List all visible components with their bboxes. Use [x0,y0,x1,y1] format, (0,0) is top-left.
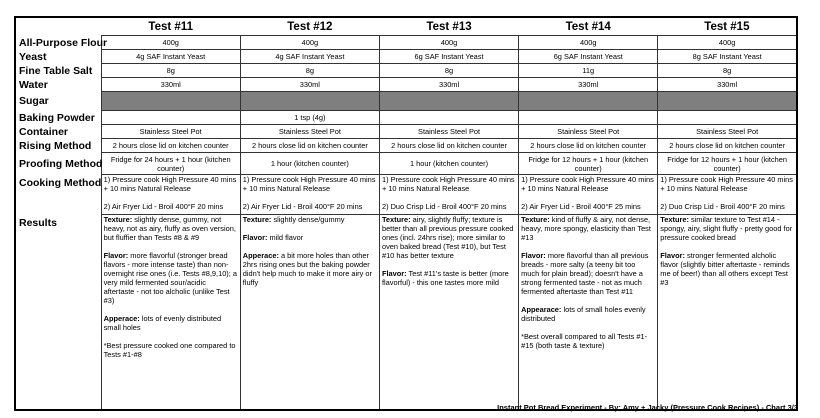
table-cell: 6g SAF Instant Yeast [519,50,658,64]
table-cell [240,92,379,111]
test-header: Test #13 [426,20,472,33]
cooking-step: 2) Air Fryer Lid - Broil 400°F 20 mins [103,202,224,211]
result-paragraph [660,251,794,287]
result-text: more flavorful than all previous breads - more salty (a teeny bit too much for plain bread); doesn't have a strong fermented taste - not as much fermented aftertaste than Test #11 [521,251,649,296]
table-cell: 1 hour (kitchen counter) [379,153,518,175]
table-cell: Fridge for 12 hours + 1 hour (kitchen counter) [519,153,658,175]
table-cell [658,92,797,111]
results-cell [658,215,797,410]
row-label: All-Purpose Flour [19,36,108,49]
row-label: Proofing Method [19,157,103,170]
result-text: kind of fluffy & airy, not dense, heavy, more spongy, elasticity than Test #13 [521,215,651,242]
rising-method-row [15,139,797,153]
bread-experiment-table [14,16,798,411]
row-label: Container [19,125,69,138]
table-cell: 8g SAF Instant Yeast [658,50,797,64]
table-cell: Stainless Steel Pot [240,125,379,139]
table-cell: 330ml [658,78,797,92]
result-key: Flavor: [521,251,546,260]
results-cell [101,215,240,410]
results-cell [379,215,518,410]
result-paragraph [382,215,516,260]
cooking-cell [101,175,240,215]
proofing-method-row [15,153,797,175]
container-row [15,125,797,139]
result-paragraph [243,233,377,242]
result-key: Flavor: [381,269,407,278]
result-text: slightly dense, gummy, not heavy, not as airy, fluffy as oven version, but fluffier than Tests #8 & #9 [103,215,236,242]
table-cell: 4g SAF Instant Yeast [101,50,240,64]
cooking-step: 2) Duo Crisp Lid - Broil 400°F 20 mins [381,202,507,211]
table-cell: 6g SAF Instant Yeast [379,50,518,64]
result-text: slightly dense/gummy [271,215,345,224]
result-paragraph [243,251,377,287]
result-key: Texture: [381,215,411,224]
results-cell [240,215,379,410]
table-cell: 2 hours close lid on kitchen counter [240,139,379,153]
table-cell [658,111,797,125]
cooking-step: 1) Pressure cook High Pressure 40 mins + 10 mins Natural Release [660,175,793,193]
result-text: *Best overall compared to all Tests #1-#15 (both taste & texture) [521,332,648,350]
table-cell: 400g [101,36,240,50]
cooking-method-row [15,175,797,215]
cooking-step: 2) Duo Crisp Lid - Broil 400°F 20 mins [660,202,785,211]
result-paragraph [104,251,238,305]
table-cell: 330ml [519,78,658,92]
header-corner [15,17,101,36]
result-paragraph [521,332,655,350]
table-cell: Stainless Steel Pot [379,125,518,139]
table-cell: 400g [240,36,379,50]
table-cell: 11g [519,64,658,78]
test-header: Test #15 [704,20,750,33]
result-key: Appearace: [521,305,562,314]
result-key: Apperace: [103,314,140,323]
table-cell: 1 tsp (4g) [240,111,379,125]
result-text: Test #11's taste is better (more flavorful) - this one tastes more mild [381,269,509,287]
table-cell: 400g [519,36,658,50]
table-cell: Fridge for 24 hours + 1 hour (kitchen counter) [101,153,240,175]
table-cell: 4g SAF Instant Yeast [240,50,379,64]
row-label: Baking Powder [19,111,95,124]
result-key: Flavor: [103,251,129,260]
cooking-step: 1) Pressure cook High Pressure 40 mins + 10 mins Natural Release [381,175,515,193]
table-cell: 400g [658,36,797,50]
result-paragraph [243,215,377,224]
table-cell: 2 hours close lid on kitchen counter [379,139,518,153]
table-cell: Fridge for 12 hours + 1 hour (kitchen counter) [658,153,797,175]
table-cell: 2 hours close lid on kitchen counter [658,139,797,153]
row-label: Yeast [19,50,47,63]
result-text: a bit more holes than other 2hrs rising ones but the baking powder didn't help much to make it more airy or fluffy [242,251,372,287]
table-cell: 400g [379,36,518,50]
header-row [15,17,797,36]
table-cell [101,111,240,125]
table-cell: Stainless Steel Pot [519,125,658,139]
result-text: airy, slightly fluffy; texture is better than all previous pressure cooked ones (incl. 24hrs rise); more similar to oven baked bread (Test #10), but Test #10 has better texture [381,215,514,260]
result-text: mild flavor [267,233,304,242]
result-paragraph [104,215,238,242]
table-cell: 2 hours close lid on kitchen counter [101,139,240,153]
table-cell: 1 hour (kitchen counter) [240,153,379,175]
flour-row [15,36,797,50]
table-cell: Stainless Steel Pot [658,125,797,139]
cooking-cell [379,175,518,215]
cooking-step: 1) Pressure cook High Pressure 40 mins + 10 mins Natural Release [521,175,654,193]
table-cell: 330ml [101,78,240,92]
row-label: Sugar [19,95,49,107]
baking-powder-row [15,111,797,125]
row-label: Results [19,216,57,229]
cooking-cell [519,175,658,215]
result-paragraph [382,269,516,287]
salt-row [15,64,797,78]
table-cell [519,111,658,125]
cooking-step: 1) Pressure cook High Pressure 40 mins + 10 mins Natural Release [103,175,237,193]
result-paragraph [521,251,655,296]
table-cell: 330ml [240,78,379,92]
cooking-cell [658,175,797,215]
result-key: Texture: [103,215,133,224]
test-header: Test #11 [148,20,193,33]
cooking-step: 2) Air Fryer Lid - Broil 400°F 25 mins [521,202,641,211]
table-cell: 330ml [379,78,518,92]
result-key: Apperace: [242,251,279,260]
chart-footer: Instant Pot Bread Experiment - By: Amy + Jacky (Pressure Cook Recipes) - Chart 3/3 [497,403,798,412]
test-header: Test #14 [565,20,611,33]
result-paragraph [104,341,238,359]
result-key: Texture: [242,215,272,224]
row-label: Rising Method [19,139,92,152]
results-cell [519,215,658,410]
table-cell [379,92,518,111]
result-paragraph [521,215,655,242]
table-cell: 8g [379,64,518,78]
table-cell: 8g [101,64,240,78]
result-text: more flavorful (stronger bread flavors - more intense taste) than non-overnight rise ones (i.e. Tests #8,9,10); a very mild fermented sour/acidic aftertaste - not too alcholic (unlike Test #3) [103,251,237,305]
yeast-row [15,50,797,64]
sugar-row [15,92,797,111]
row-label: Fine Table Salt [19,64,93,77]
table-cell: 8g [658,64,797,78]
result-key: Texture: [521,215,550,224]
table-cell [379,111,518,125]
results-row [15,215,797,410]
table-cell [519,92,658,111]
table-cell: Stainless Steel Pot [101,125,240,139]
cooking-cell [240,175,379,215]
row-label: Water [19,78,48,91]
cooking-step: 1) Pressure cook High Pressure 40 mins + 10 mins Natural Release [242,175,376,193]
result-text: lots of evenly distributed small holes [103,314,222,332]
result-text: lots of small holes evenly distributed [521,305,646,323]
cooking-step: 2) Air Fryer Lid - Broil 400°F 20 mins [242,202,363,211]
table-body [15,36,797,410]
result-paragraph [660,215,794,242]
table-cell [101,92,240,111]
test-header: Test #12 [287,20,333,33]
result-key: Flavor: [660,251,685,260]
result-paragraph [104,314,238,332]
row-label: Cooking Method [19,176,102,189]
result-key: Texture: [660,215,689,224]
result-text: *Best pressure cooked one compared to Tests #1-#8 [103,341,236,359]
result-key: Flavor: [242,233,268,242]
table-cell: 2 hours close lid on kitchen counter [519,139,658,153]
table-cell: 8g [240,64,379,78]
result-paragraph [521,305,655,323]
water-row [15,78,797,92]
result-text: stronger fermented alcholic flavor (slightly bitter aftertaste - reminds me of beer!) than all others except Test #3 [660,251,790,287]
result-text: similar texture to Test #14 - spongy, airy, slight fluffy - pretty good for pressure cooked bread [660,215,793,242]
